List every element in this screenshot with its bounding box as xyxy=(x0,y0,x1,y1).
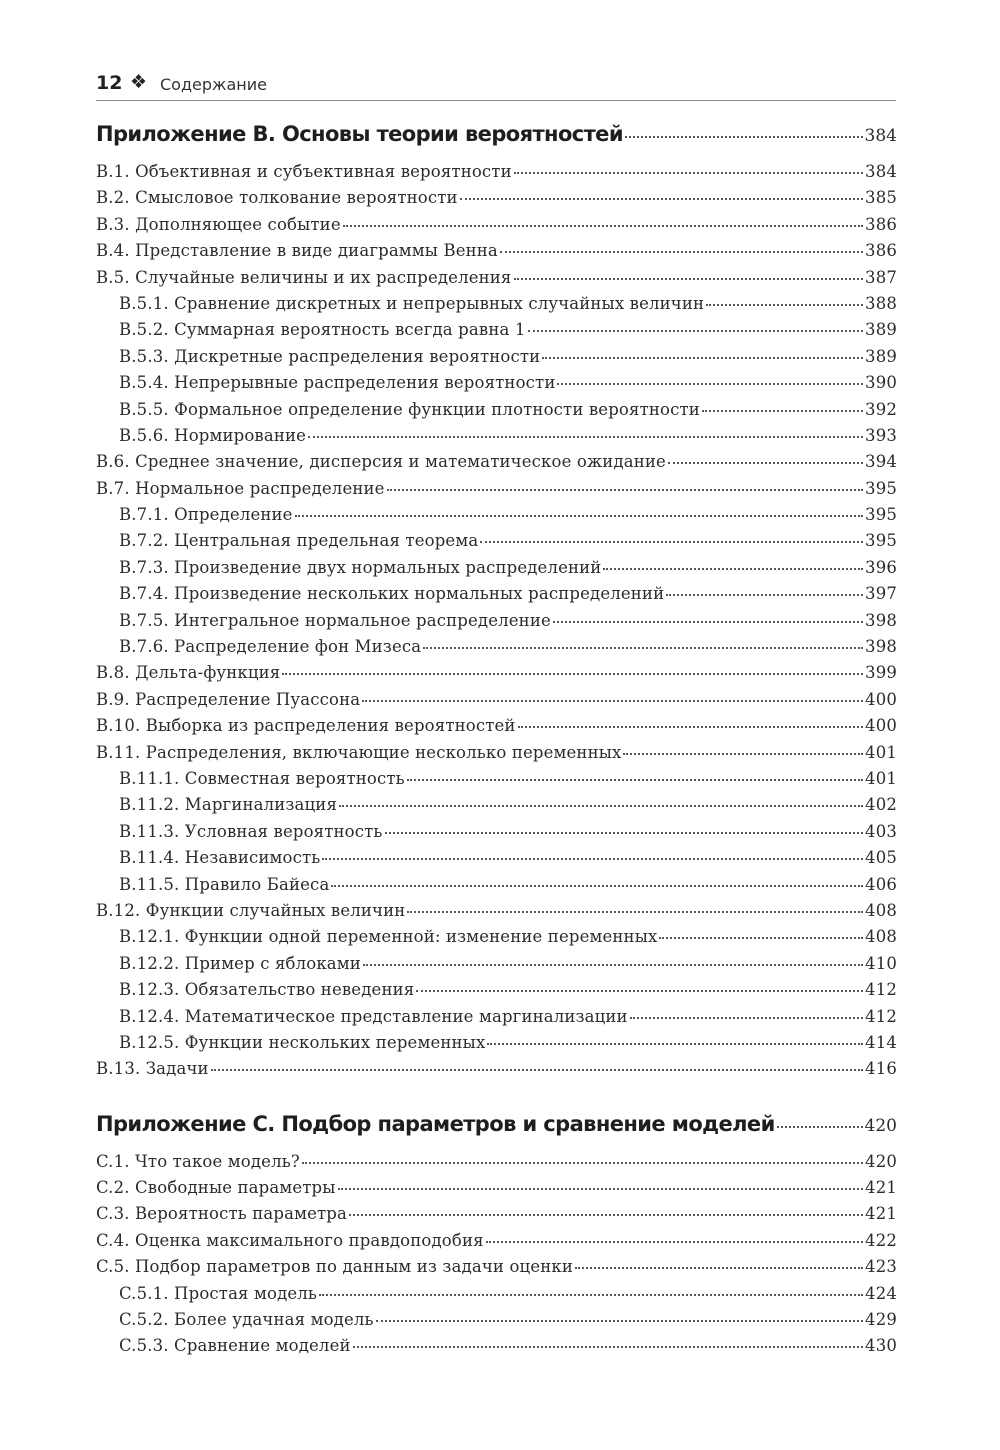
entry-title: B.11. Распределения, включающие несколько переменных xyxy=(96,742,622,762)
page-ref: 396 xyxy=(865,557,897,577)
dot-leader xyxy=(500,251,863,253)
toc-entry[interactable] xyxy=(96,1257,897,1283)
entry-title: B.2. Смысловое толкование вероятности xyxy=(96,188,458,208)
dot-leader xyxy=(211,1069,863,1071)
entry-title: B.5.6. Нормирование xyxy=(119,425,307,445)
entry-title: B.5.4. Непрерывные распределения вероятности xyxy=(119,373,556,393)
page-number: 12 xyxy=(96,72,123,94)
toc-entry[interactable] xyxy=(96,663,897,689)
dot-leader xyxy=(603,568,863,570)
dot-leader xyxy=(302,1162,863,1164)
dot-leader xyxy=(777,1126,863,1128)
entry-title: B.7.5. Интегральное нормальное распределение xyxy=(119,610,551,630)
toc-subentry[interactable] xyxy=(96,294,897,320)
dot-leader xyxy=(480,541,863,543)
toc-subentry[interactable] xyxy=(96,1336,897,1362)
dot-leader xyxy=(514,172,863,174)
page-ref: 422 xyxy=(865,1230,897,1250)
toc-subentry[interactable] xyxy=(96,848,897,874)
entry-title: C.3. Вероятность параметра xyxy=(96,1204,347,1224)
page-ref: 416 xyxy=(865,1059,897,1079)
entry-title: C.5.1. Простая модель xyxy=(119,1283,318,1303)
toc-entry[interactable] xyxy=(96,1059,897,1085)
page-ref: 398 xyxy=(865,637,897,657)
page-ref: 424 xyxy=(865,1283,897,1303)
entry-title: C.5. Подбор параметров по данным из задачи оценки xyxy=(96,1257,573,1277)
entry-title: B.11.4. Независимость xyxy=(119,848,321,868)
page-ref: 423 xyxy=(865,1257,897,1277)
page-ref: 421 xyxy=(865,1204,897,1224)
dot-leader xyxy=(363,964,863,966)
entry-title: B.9. Распределение Пуассона xyxy=(96,689,361,709)
dot-leader xyxy=(623,753,863,755)
dot-leader xyxy=(553,621,863,623)
dot-leader xyxy=(575,1267,863,1269)
chapter-heading-appendix-b[interactable] xyxy=(96,122,897,162)
toc-entry[interactable] xyxy=(96,690,897,716)
entry-title: B.5.2. Суммарная вероятность всегда равна 1 xyxy=(119,320,526,340)
entry-title: B.11.5. Правило Байеса xyxy=(119,874,330,894)
dot-leader xyxy=(407,779,863,781)
dot-leader xyxy=(557,383,863,385)
page-ref: 387 xyxy=(865,267,897,287)
entry-title: B.7.2. Центральная предельная теорема xyxy=(119,531,479,551)
entry-title: B.12.3. Обязательство неведения xyxy=(119,980,415,1000)
toc-entry[interactable] xyxy=(96,1204,897,1230)
page-ref: 395 xyxy=(865,478,897,498)
page-ref: 401 xyxy=(865,742,897,762)
entry-title: B.12.5. Функции нескольких переменных xyxy=(119,1032,486,1052)
page-ref: 400 xyxy=(865,716,897,736)
entry-title: B.7. Нормальное распределение xyxy=(96,478,385,498)
chapter-title: Приложение B. Основы теории вероятностей xyxy=(96,122,623,146)
page-ref: 384 xyxy=(864,126,897,146)
chapter-title: Приложение C. Подбор параметров и сравнение моделей xyxy=(96,1111,775,1136)
dot-leader xyxy=(331,885,863,887)
dot-leader xyxy=(407,911,863,913)
entry-title: B.5. Случайные величины и их распределения xyxy=(96,267,512,287)
toc-entry[interactable] xyxy=(96,1231,897,1257)
entry-title: B.12.4. Математическое представление маргинализации xyxy=(119,1006,628,1026)
entry-title: C.1. Что такое модель? xyxy=(96,1151,300,1171)
dot-leader xyxy=(387,489,863,491)
entry-title: B.12. Функции случайных величин xyxy=(96,900,406,920)
toc-subentry[interactable] xyxy=(96,426,897,452)
toc-subentry[interactable] xyxy=(96,927,897,953)
page-ref: 421 xyxy=(865,1178,897,1198)
entry-title: B.5.1. Сравнение дискретных и непрерывных случайных величин xyxy=(119,293,705,313)
running-header xyxy=(96,70,896,101)
dot-leader xyxy=(542,357,863,359)
page-ref: 405 xyxy=(865,848,897,868)
dot-leader xyxy=(486,1241,863,1243)
toc-subentry[interactable] xyxy=(96,373,897,399)
toc-subentry[interactable] xyxy=(96,611,897,637)
entry-title: B.7.6. Распределение фон Мизеса xyxy=(119,637,422,657)
dot-leader xyxy=(376,1320,863,1322)
dot-leader xyxy=(518,726,863,728)
dot-leader xyxy=(362,700,863,702)
toc-subentry[interactable] xyxy=(96,558,897,584)
page-ref: 408 xyxy=(865,900,897,920)
page-ref: 420 xyxy=(864,1115,897,1136)
entry-title: B.12.1. Функции одной переменной: изменение переменных xyxy=(119,927,658,947)
entry-title: B.7.1. Определение xyxy=(119,505,293,525)
dot-leader xyxy=(460,198,863,200)
dot-leader xyxy=(416,990,863,992)
page-ref: 412 xyxy=(865,1006,897,1026)
page-ref: 395 xyxy=(865,505,897,525)
dot-leader xyxy=(339,805,863,807)
dot-leader xyxy=(295,515,863,517)
dot-leader xyxy=(702,410,863,412)
chapter-heading-appendix-c[interactable] xyxy=(96,1112,897,1152)
entry-title: B.5.5. Формальное определение функции плотности вероятности xyxy=(119,399,700,419)
dot-leader xyxy=(385,832,864,834)
entry-title: C.5.3. Сравнение моделей xyxy=(119,1336,351,1356)
toc-subentry[interactable] xyxy=(96,954,897,980)
page-ref: 402 xyxy=(865,795,897,815)
page-ref: 395 xyxy=(865,531,897,551)
toc-subentry[interactable] xyxy=(96,320,897,346)
toc-entry[interactable] xyxy=(96,215,897,241)
entry-title: C.4. Оценка максимального правдоподобия xyxy=(96,1230,484,1250)
toc-subentry[interactable] xyxy=(96,875,897,901)
dot-leader xyxy=(353,1346,863,1348)
toc-subentry[interactable] xyxy=(96,795,897,821)
page-ref: 390 xyxy=(865,373,897,393)
entry-title: B.11.2. Маргинализация xyxy=(119,795,338,815)
dot-leader xyxy=(666,594,863,596)
dot-leader xyxy=(668,462,863,464)
dot-leader xyxy=(625,136,863,138)
table-of-contents xyxy=(96,122,897,1363)
toc-entry[interactable] xyxy=(96,268,897,294)
page-ref: 399 xyxy=(865,663,897,683)
page-ref: 398 xyxy=(865,610,897,630)
dot-leader xyxy=(322,858,863,860)
toc-entry[interactable] xyxy=(96,716,897,742)
page-ref: 400 xyxy=(865,689,897,709)
page-ref: 410 xyxy=(865,953,897,973)
toc-subentry[interactable] xyxy=(96,1310,897,1336)
toc-subentry[interactable] xyxy=(96,584,897,610)
dot-leader xyxy=(528,330,864,332)
toc-subentry[interactable] xyxy=(96,1284,897,1310)
entry-title: B.7.3. Произведение двух нормальных распределений xyxy=(119,557,602,577)
page-ref: 412 xyxy=(865,980,897,1000)
entry-title: B.13. Задачи xyxy=(96,1059,209,1079)
dot-leader xyxy=(319,1294,863,1296)
toc-entry[interactable] xyxy=(96,241,897,267)
page-ref: 397 xyxy=(865,584,897,604)
ornament-icon: ❖ xyxy=(130,71,148,93)
toc-entry[interactable] xyxy=(96,479,897,505)
dot-leader xyxy=(282,673,863,675)
entry-title: B.3. Дополняющее событие xyxy=(96,214,341,234)
dot-leader xyxy=(343,225,863,227)
toc-entry[interactable] xyxy=(96,188,897,214)
dot-leader xyxy=(308,436,863,438)
entry-title: B.4. Представление в виде диаграммы Венна xyxy=(96,241,498,261)
page-ref: 429 xyxy=(865,1310,897,1330)
dot-leader xyxy=(706,304,863,306)
dot-leader xyxy=(514,278,864,280)
section-title: Содержание xyxy=(160,75,267,94)
dot-leader xyxy=(423,647,863,649)
entry-title: B.11.3. Условная вероятность xyxy=(119,821,383,841)
toc-subentry[interactable] xyxy=(96,769,897,795)
entry-title: C.5.2. Более удачная модель xyxy=(119,1310,374,1330)
toc-subentry[interactable] xyxy=(96,822,897,848)
page-ref: 394 xyxy=(865,452,897,472)
dot-leader xyxy=(659,937,863,939)
page-ref: 401 xyxy=(865,768,897,788)
dot-leader xyxy=(630,1017,863,1019)
entry-title: B.12.2. Пример с яблоками xyxy=(119,953,361,973)
toc-subentry[interactable] xyxy=(96,1007,897,1033)
page-ref: 430 xyxy=(865,1336,897,1356)
toc-subentry[interactable] xyxy=(96,1033,897,1059)
toc-entry[interactable] xyxy=(96,743,897,769)
entry-title: B.11.1. Совместная вероятность xyxy=(119,768,405,788)
toc-entry[interactable] xyxy=(96,1152,897,1178)
page-ref: 384 xyxy=(865,162,897,181)
page-ref: 386 xyxy=(865,241,897,261)
entry-title: B.6. Среднее значение, дисперсия и математическое ожидание xyxy=(96,452,666,472)
toc-subentry[interactable] xyxy=(96,980,897,1006)
entry-title: C.2. Свободные параметры xyxy=(96,1178,336,1198)
entry-title: B.7.4. Произведение нескольких нормальных распределений xyxy=(119,584,665,604)
toc-subentry[interactable] xyxy=(96,400,897,426)
page-ref: 408 xyxy=(865,927,897,947)
dot-leader xyxy=(487,1043,863,1045)
toc-subentry[interactable] xyxy=(96,347,897,373)
page-ref: 389 xyxy=(865,320,897,340)
page-ref: 393 xyxy=(865,425,897,445)
page-ref: 386 xyxy=(865,214,897,234)
dot-leader xyxy=(349,1214,863,1216)
entry-title: B.5.3. Дискретные распределения вероятности xyxy=(119,346,541,366)
page-ref: 392 xyxy=(865,399,897,419)
toc-entry[interactable] xyxy=(96,901,897,927)
dot-leader xyxy=(338,1188,864,1190)
page-ref: 388 xyxy=(865,293,897,313)
toc-subentry[interactable] xyxy=(96,505,897,531)
toc-subentry[interactable] xyxy=(96,531,897,557)
entry-title: B.1. Объективная и субъективная вероятности xyxy=(96,162,512,181)
toc-subentry[interactable] xyxy=(96,637,897,663)
page-ref: 385 xyxy=(865,188,897,208)
page-ref: 403 xyxy=(865,821,897,841)
toc-entry[interactable] xyxy=(96,1178,897,1204)
entry-title: B.10. Выборка из распределения вероятностей xyxy=(96,716,516,736)
toc-entry[interactable] xyxy=(96,162,897,188)
page-ref: 414 xyxy=(865,1032,897,1052)
toc-entry[interactable] xyxy=(96,452,897,478)
entry-title: B.8. Дельта-функция xyxy=(96,663,281,683)
page-ref: 389 xyxy=(865,346,897,366)
page-ref: 406 xyxy=(865,874,897,894)
page-ref: 420 xyxy=(865,1151,897,1171)
